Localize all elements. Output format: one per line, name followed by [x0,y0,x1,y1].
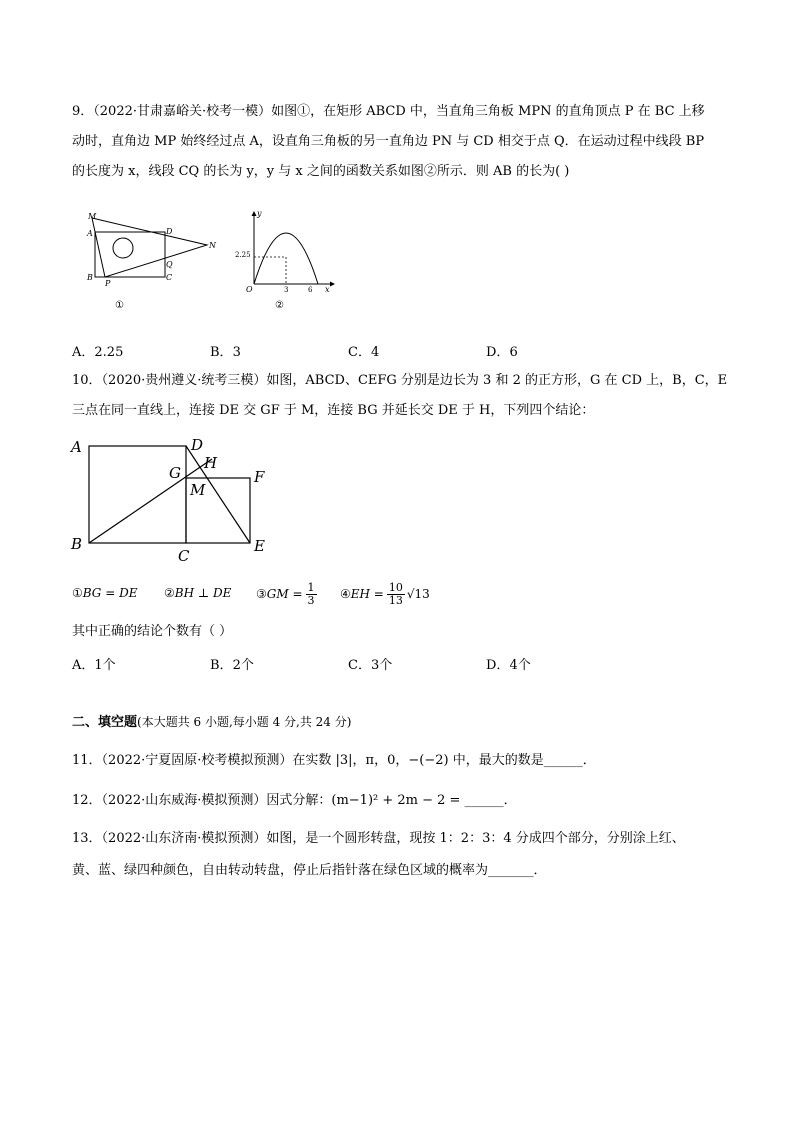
fig2-y-tick: 2.25 [235,251,251,259]
q10-options [72,654,732,672]
q10-fraction-1-3: $\frac{1}{3}$ [307,580,315,607]
q12-text: 12．（2022·山东威海·模拟预测）因式分解：(m−1)² + 2m − 2 = ______． [72,793,517,808]
fig1-label-a: A [87,229,93,238]
q9-option-d[interactable]: D．6 [486,345,518,360]
fig2-caption: ② [275,300,284,311]
fig2-x-tick-6: 6 [308,286,313,294]
q10-line-2: 三点在同一直线上，连接 DE 交 GF 于 M，连接 BG 并延长交 DE 于 H，下列四个结论： [72,403,595,418]
q10-label-a: A [71,438,82,456]
q9-option-a[interactable]: A．2.25 [72,345,124,360]
q10-label-d: D [191,436,204,454]
q10-option-d[interactable]: D．4个 [486,658,531,673]
q10-conclusions [72,578,532,612]
fig2-x-axis-label: x [325,285,330,294]
q10-line-1: 10．（2020·贵州遵义·统考三模）如图，ABCD、CEFG 分别是边长为 3 和 2 的正方形，G 在 CD 上，B，C，E [72,373,728,388]
fig2-origin-label: O [246,285,253,294]
q9-line-2: 动时，直角边 MP 始终经过点 A，设直角三角板的另一直角边 PN 与 CD 相交于点 Q．在运动过程中线段 BP [72,134,705,149]
q10-sqrt-13: √13 [406,587,430,601]
q10-label-b: B [71,535,83,553]
q10-fraction-10-13: $\frac{10}{13}$ [388,580,403,607]
q10-conclusion-3: ③ GM = $\frac{1}{3}$ [256,580,315,607]
q10-conclusion-2: ②BH ⊥ DE [164,586,232,600]
fig1-label-q: Q [166,260,173,269]
q10-conclusion-1: ①BG = DE [72,586,138,600]
fig1-label-p: P [105,279,111,288]
q9-options [72,341,732,359]
q9-option-b[interactable]: B．3 [210,345,241,360]
fig1-label-n: N [209,241,216,250]
section-2-note: (本大题共 6 小题,每小题 4 分,共 24 分) [137,715,352,729]
fig1-caption: ① [115,300,124,311]
section-2-title: 二、填空题 [72,715,138,730]
fig2-y-axis-label: y [257,209,262,218]
q10-label-h: H [204,454,218,472]
q9-option-c[interactable]: C．4 [348,345,380,360]
q13-line-1: 13．（2022·山东济南·模拟预测）如图，是一个圆形转盘，现按 1：2：3：4 分成四个部分，分别涂上红、 [72,831,685,846]
q9-line-3: 的长度为 x，线段 CQ 的长为 y，y 与 x 之间的函数关系如图②所示．则 AB 的长为( ) [72,164,570,179]
q10-label-m: M [190,481,206,499]
fig1-label-c: C [166,273,173,282]
q10-label-e: E [254,537,265,555]
q10-option-b[interactable]: B．2个 [210,658,254,673]
fig1-label-m: M [88,212,97,221]
section-2-heading [72,713,351,732]
q10-label-f: F [254,468,265,486]
fig1-label-d: D [166,227,173,236]
q13-line-2: 黄、蓝、绿四种颜色，自由转动转盘，停止后指针落在绿色区域的概率为_______． [72,863,547,878]
q9-figure-2 [232,206,342,313]
fig2-x-tick-3: 3 [284,286,289,294]
q9-figure-1 [82,208,222,313]
q10-question: 其中正确的结论个数有（ ） [72,624,233,639]
q10-option-a[interactable]: A．1个 [72,658,116,673]
q10-figure [68,430,283,565]
fig1-label-b: B [87,273,93,282]
q9-line-1: 9．（2022·甘肃嘉峪关·校考一模）如图①，在矩形 ABCD 中，当直角三角板 MPN 的直角顶点 P 在 BC 上移 [72,104,705,119]
q11-text: 11．（2022·宁夏固原·校考模拟预测）在实数 |3|，π，0，−(−2) 中，最大的数是______． [72,753,596,768]
q10-option-c[interactable]: C．3个 [348,658,393,673]
q10-label-g: G [169,464,181,482]
q10-conclusion-4: ④ EH = $\frac{10}{13}$ √13 [340,580,430,607]
q10-label-c: C [178,547,190,565]
